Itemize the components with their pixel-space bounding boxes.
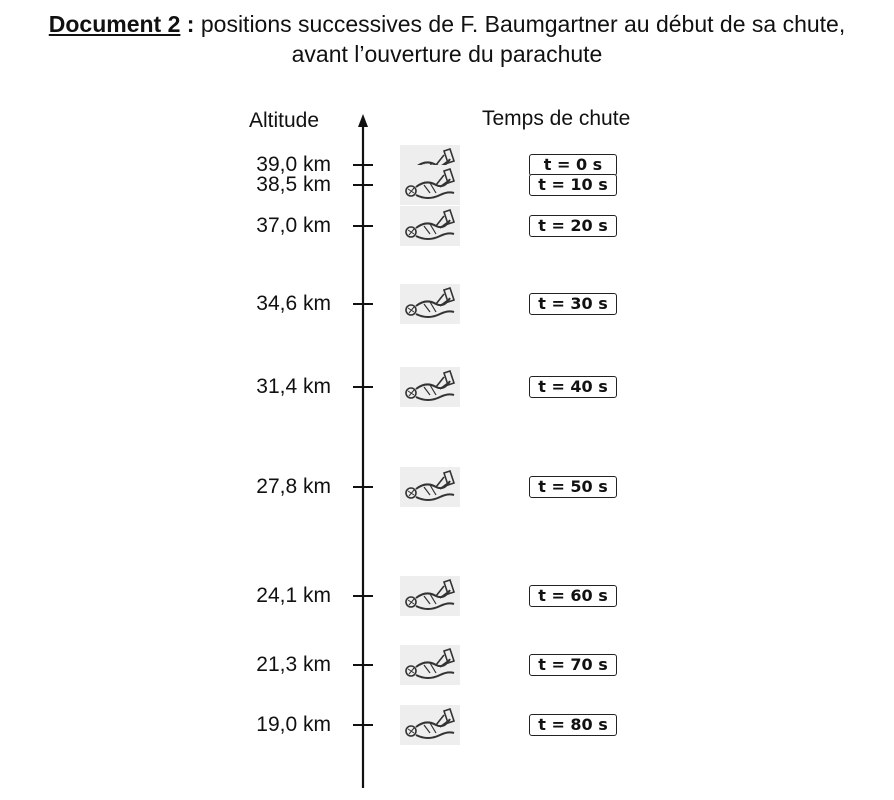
skydiver-icon bbox=[400, 705, 460, 745]
altitude-heading: Altitude bbox=[249, 109, 320, 132]
time-box: t = 10 s bbox=[529, 174, 617, 196]
altitude-label: 34,6 km bbox=[256, 292, 331, 315]
altitude-label: 38,5 km bbox=[256, 173, 331, 196]
arrow-up-icon bbox=[358, 114, 368, 127]
skydiver-icon bbox=[400, 165, 460, 205]
altitude-label: 37,0 km bbox=[256, 214, 331, 237]
time-box: t = 50 s bbox=[529, 476, 617, 498]
skydiver-icon bbox=[400, 284, 460, 324]
time-heading: Temps de chute bbox=[482, 107, 631, 130]
time-box: t = 40 s bbox=[529, 376, 617, 398]
skydiver-icon bbox=[400, 206, 460, 246]
skydiver-icon bbox=[400, 367, 460, 407]
time-box: t = 30 s bbox=[529, 293, 617, 315]
title-text-line1: positions successives de F. Baumgartner au début de sa chute, bbox=[194, 11, 846, 37]
document-colon: : bbox=[180, 11, 195, 37]
time-box: t = 70 s bbox=[529, 654, 617, 676]
altitude-label: 31,4 km bbox=[256, 375, 331, 398]
time-box: t = 60 s bbox=[529, 585, 617, 607]
time-box: t = 80 s bbox=[529, 714, 617, 736]
title-text-line2: avant l’ouverture du parachute bbox=[291, 41, 603, 67]
skydiver-icon bbox=[400, 576, 460, 616]
skydiver-icon bbox=[400, 645, 460, 685]
time-box: t = 20 s bbox=[529, 215, 617, 237]
altitude-label: 19,0 km bbox=[256, 713, 331, 736]
document-number: Document 2 bbox=[48, 11, 181, 37]
altitude-label: 21,3 km bbox=[256, 653, 331, 676]
time-box: t = 0 s bbox=[529, 154, 617, 176]
skydiver-icon bbox=[400, 467, 460, 507]
altitude-label: 39,0 km bbox=[256, 153, 331, 176]
altitude-label: 24,1 km bbox=[256, 584, 331, 607]
altitude-label: 27,8 km bbox=[256, 475, 331, 498]
